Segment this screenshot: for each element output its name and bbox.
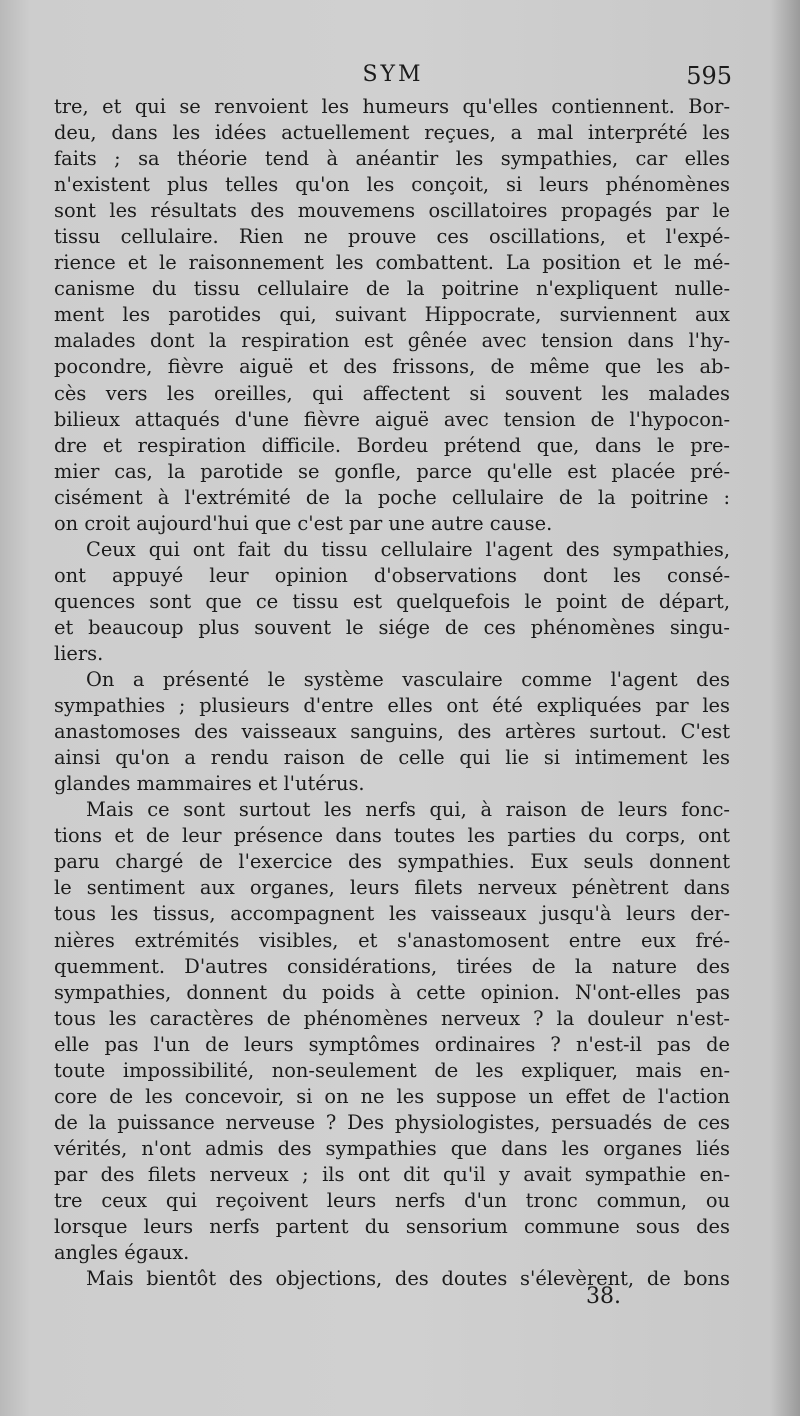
- text-line: angles égaux.: [54, 1241, 190, 1265]
- text-line: liers.: [54, 641, 104, 665]
- text-line: ont appuyé leur opinion d'observations dont les consé-: [54, 563, 730, 587]
- text-line: cès vers les oreilles, qui affectent si souvent les malades: [54, 381, 730, 405]
- text-line: sympathies ; plusieurs d'entre elles ont été expliquées par les: [54, 694, 730, 718]
- paragraph-1: [54, 94, 730, 537]
- text-line: malades dont la respiration est gênée avec tension dans l'hy-: [54, 329, 730, 353]
- text-line: anastomoses des vaisseaux sanguins, des artères surtout. C'est: [54, 720, 730, 744]
- paragraph-5: [54, 1266, 730, 1292]
- text-line: mier cas, la parotide se gonfle, parce qu'elle est placée pré-: [54, 459, 730, 483]
- text-line: tions et de leur présence dans toutes les parties du corps, ont: [54, 824, 730, 848]
- text-line: rience et le raisonnement les combattent. La position et le mé-: [54, 251, 730, 275]
- text-line: ment les parotides qui, suivant Hippocrate, surviennent aux: [54, 303, 730, 327]
- text-line: tre, et qui se renvoient les humeurs qu'elles contiennent. Bor-: [54, 95, 730, 118]
- text-line: pocondre, fièvre aiguë et des frissons, de même que les ab-: [54, 355, 730, 379]
- paragraph-4: [54, 797, 730, 1266]
- text-line: tous les caractères de phénomènes nerveux ? la douleur n'est-: [54, 1006, 730, 1030]
- text-line: paru chargé de l'exercice des sympathies. Eux seuls donnent: [54, 850, 730, 874]
- text-line: vérités, n'ont admis des sympathies que dans les organes liés: [54, 1136, 730, 1160]
- text-line: sympathies, donnent du poids à cette opinion. N'ont-elles pas: [54, 980, 730, 1004]
- text-line: n'existent plus telles qu'on les conçoit, si leurs phénomènes: [54, 173, 730, 197]
- text-line: faits ; sa théorie tend à anéantir les sympathies, car elles: [54, 147, 730, 171]
- text-line: le sentiment aux organes, leurs filets nerveux pénètrent dans: [54, 876, 730, 900]
- signature-mark: 38.: [586, 1284, 621, 1309]
- paragraph-3: [54, 667, 730, 797]
- text-line: et beaucoup plus souvent le siége de ces phénomènes singu-: [54, 615, 730, 639]
- text-line: sont les résultats des mouvemens oscillatoires propagés par le: [54, 199, 730, 223]
- text-line: tre ceux qui reçoivent leurs nerfs d'un tronc commun, ou: [54, 1188, 730, 1212]
- text-line: elle pas l'un de leurs symptômes ordinaires ? n'est-il pas de: [54, 1032, 730, 1056]
- text-line: tissu cellulaire. Rien ne prouve ces oscillations, et l'expé-: [54, 225, 730, 249]
- text-line: lorsque leurs nerfs partent du sensorium commune sous des: [54, 1215, 730, 1239]
- paragraph-2: [54, 537, 730, 667]
- body-text: [54, 94, 730, 1292]
- text-line: cisément à l'extrémité de la poche cellulaire de la poitrine :: [54, 485, 730, 509]
- text-line: Ceux qui ont fait du tissu cellulaire l'agent des sympathies,: [86, 537, 730, 561]
- text-line: toute impossibilité, non-seulement de les expliquer, mais en-: [54, 1058, 730, 1082]
- page-header: [54, 62, 732, 92]
- text-line: glandes mammaires et l'utérus.: [54, 772, 365, 796]
- text-line: on croit aujourd'hui que c'est par une autre cause.: [54, 511, 553, 535]
- text-line: tous les tissus, accompagnent les vaisseaux jusqu'à leurs der-: [54, 902, 730, 926]
- text-line: bilieux attaqués d'une fièvre aiguë avec tension de l'hypocon-: [54, 407, 730, 431]
- page-number: 595: [686, 62, 732, 90]
- text-line: On a présenté le système vasculaire comme l'agent des: [86, 668, 730, 692]
- text-line: Mais bientôt des objections, des doutes s'élevèrent, de bons: [86, 1267, 730, 1291]
- text-line: deu, dans les idées actuellement reçues, a mal interprété les: [54, 121, 730, 145]
- running-head: SYM: [362, 62, 424, 87]
- text-line: canisme du tissu cellulaire de la poitrine n'expliquent nulle-: [54, 277, 730, 301]
- text-line: ainsi qu'on a rendu raison de celle qui lie si intimement les: [54, 746, 730, 770]
- text-line: quences sont que ce tissu est quelquefois le point de départ,: [54, 589, 730, 613]
- text-line: de la puissance nerveuse ? Des physiologistes, persuadés de ces: [54, 1110, 730, 1134]
- text-line: Mais ce sont surtout les nerfs qui, à raison de leurs fonc-: [86, 798, 730, 822]
- text-line: nières extrémités visibles, et s'anastomosent entre eux fré-: [54, 928, 730, 952]
- text-line: par des filets nerveux ; ils ont dit qu'il y avait sympathie en-: [54, 1162, 730, 1186]
- text-line: core de les concevoir, si on ne les suppose un effet de l'action: [54, 1084, 730, 1108]
- text-line: quemment. D'autres considérations, tirées de la nature des: [54, 954, 730, 978]
- text-line: dre et respiration difficile. Bordeu prétend que, dans le pre-: [54, 433, 730, 457]
